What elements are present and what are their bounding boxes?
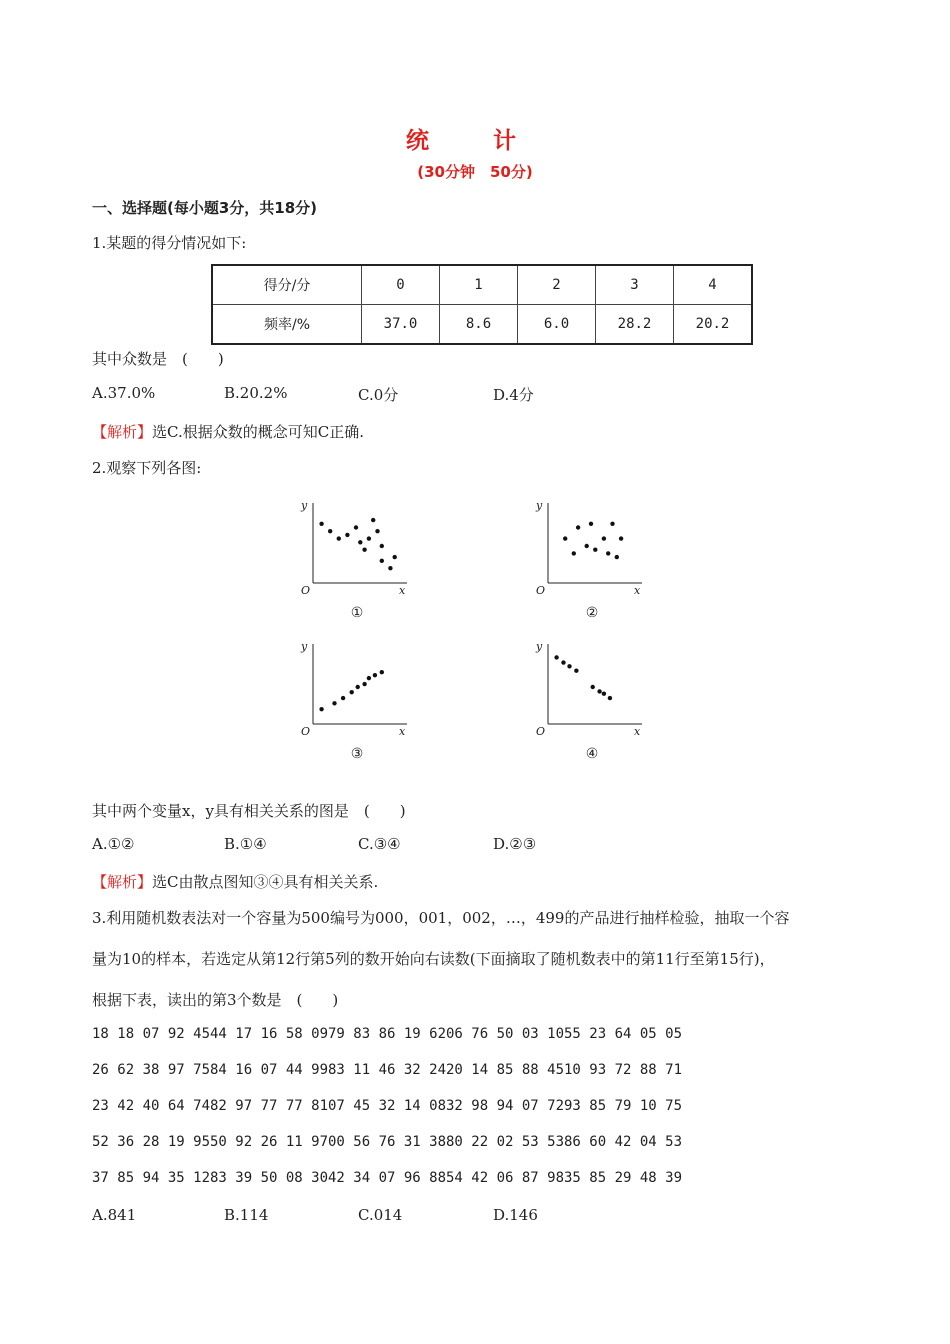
q3-option-b: B.114 — [224, 1206, 269, 1224]
axis-label-x: x — [634, 725, 641, 738]
scatter-point — [576, 525, 580, 529]
scatter-point — [332, 701, 336, 705]
scatter-point — [589, 522, 593, 526]
q2-option-c: C.③④ — [358, 835, 401, 853]
scatter-point — [341, 696, 345, 700]
scatter-plot-4 — [530, 636, 660, 766]
origin-label: O — [301, 584, 311, 597]
q1-option-a: A.37.0% — [92, 384, 156, 402]
scatter-point — [350, 690, 354, 694]
table-cell: 6.0 — [518, 305, 596, 345]
table-row — [212, 265, 752, 305]
table-cell: 0 — [362, 265, 440, 305]
section-heading: 一、选择题(每小题3分，共18分) — [92, 199, 318, 217]
scatter-point — [328, 529, 332, 533]
scatter-point — [362, 548, 366, 552]
q3-line-2: 量为10的样本，若选定从第12行第5列的数开始向右读数(下面摘取了随机数表中的第11行至第15行)， — [92, 950, 775, 968]
origin-label: O — [301, 725, 311, 738]
scatter-point — [615, 555, 619, 559]
scatter-point — [388, 566, 392, 570]
scatter-point — [610, 522, 614, 526]
table-cell: 3 — [596, 265, 674, 305]
axis-label-x: x — [634, 584, 641, 597]
page-subtitle: (30分钟 50分) — [417, 163, 533, 181]
origin-label: O — [536, 725, 546, 738]
table-header-score: 得分/分 — [212, 265, 362, 305]
scatter-plot-2 — [530, 495, 660, 625]
scatter-point — [319, 522, 323, 526]
q2-analysis — [92, 871, 378, 892]
page-title: 统 计 — [405, 128, 544, 154]
plot-number-label: ④ — [585, 746, 599, 762]
scatter-point — [367, 536, 371, 540]
scatter-point — [563, 536, 567, 540]
scatter-point — [356, 685, 360, 689]
table-cell: 8.6 — [440, 305, 518, 345]
table-row — [212, 305, 752, 345]
scatter-point — [572, 551, 576, 555]
q3-option-c: C.014 — [358, 1206, 403, 1224]
q1-option-b: B.20.2% — [224, 384, 288, 402]
q1-question: 其中众数是 ( ) — [92, 350, 224, 368]
scatter-point — [345, 533, 349, 537]
q1-option-d: D.4分 — [493, 386, 534, 404]
scatter-point — [608, 696, 612, 700]
score-table — [211, 264, 753, 345]
axis-label-x: x — [399, 725, 406, 738]
axis-label-x: x — [399, 584, 406, 597]
scatter-plot-3 — [295, 636, 425, 766]
plot-number-label: ② — [585, 605, 599, 621]
plot-number-label: ③ — [350, 746, 364, 762]
scatter-point — [574, 669, 578, 673]
table-header-frequency: 频率/% — [212, 305, 362, 345]
scatter-point — [597, 689, 601, 693]
q1-stem: 1.某题的得分情况如下: — [92, 234, 247, 252]
scatter-point — [602, 536, 606, 540]
random-row-15: 37 85 94 35 1283 39 50 08 3042 34 07 96 8854 42 06 87 9835 85 29 48 39 — [92, 1170, 683, 1186]
q3-line-1: 3.利用随机数表法对一个容量为500编号为000，001，002，…，499的产品进行抽样检验，抽取一个容 — [92, 909, 790, 927]
plot-number-label: ① — [350, 605, 364, 621]
random-row-13: 23 42 40 64 7482 97 77 77 8107 45 32 14 0832 98 94 07 7293 85 79 10 75 — [92, 1098, 683, 1114]
scatter-point — [354, 525, 358, 529]
scatter-point — [380, 559, 384, 563]
scatter-point — [380, 544, 384, 548]
table-cell: 37.0 — [362, 305, 440, 345]
q2-question: 其中两个变量x，y具有相关关系的图是 ( ) — [92, 802, 406, 820]
q2-option-d: D.②③ — [493, 835, 537, 853]
q3-line-3: 根据下表，读出的第3个数是 ( ) — [92, 991, 339, 1009]
scatter-point — [593, 548, 597, 552]
table-cell: 2 — [518, 265, 596, 305]
scatter-point — [319, 707, 323, 711]
scatter-plot-1 — [295, 495, 425, 625]
q3-option-a: A.841 — [92, 1206, 137, 1224]
scatter-point — [619, 536, 623, 540]
table-cell: 4 — [674, 265, 753, 305]
table-cell: 28.2 — [596, 305, 674, 345]
axis-label-y: y — [536, 640, 543, 653]
random-row-14: 52 36 28 19 9550 92 26 11 9700 56 76 31 3880 22 02 53 5386 60 42 04 53 — [92, 1134, 683, 1150]
scatter-point — [358, 540, 362, 544]
q2-stem: 2.观察下列各图: — [92, 459, 202, 477]
axis-label-y: y — [301, 640, 308, 653]
scatter-point — [373, 673, 377, 677]
axis-label-y: y — [301, 499, 308, 512]
table-cell: 20.2 — [674, 305, 753, 345]
scatter-point — [393, 555, 397, 559]
analysis-tag: 【解析】 — [92, 423, 153, 441]
random-row-11: 18 18 07 92 4544 17 16 58 0979 83 86 19 6206 76 50 03 1055 23 64 05 05 — [92, 1026, 683, 1042]
scatter-point — [602, 691, 606, 695]
scatter-point — [567, 664, 571, 668]
scatter-point — [380, 670, 384, 674]
scatter-point — [591, 685, 595, 689]
random-row-12: 26 62 38 97 7584 16 07 44 9983 11 46 32 2420 14 85 88 4510 93 72 88 71 — [92, 1062, 683, 1078]
axis-label-y: y — [536, 499, 543, 512]
scatter-point — [561, 660, 565, 664]
analysis-tag: 【解析】 — [92, 873, 153, 891]
analysis-text: 选C由散点图知③④具有相关关系. — [152, 873, 379, 891]
q1-analysis — [92, 421, 364, 442]
scatter-point — [606, 551, 610, 555]
scatter-point — [375, 529, 379, 533]
scatter-point — [585, 544, 589, 548]
scatter-point — [371, 518, 375, 522]
scatter-point — [362, 682, 366, 686]
analysis-text: 选C.根据众数的概念可知C正确. — [152, 423, 364, 441]
scatter-point — [554, 655, 558, 659]
origin-label: O — [536, 584, 546, 597]
q3-option-d: D.146 — [493, 1206, 538, 1224]
q1-option-c: C.0分 — [358, 386, 399, 404]
table-cell: 1 — [440, 265, 518, 305]
q2-option-b: B.①④ — [224, 835, 267, 853]
q2-option-a: A.①② — [92, 835, 135, 853]
scatter-point — [337, 536, 341, 540]
scatter-point — [367, 676, 371, 680]
